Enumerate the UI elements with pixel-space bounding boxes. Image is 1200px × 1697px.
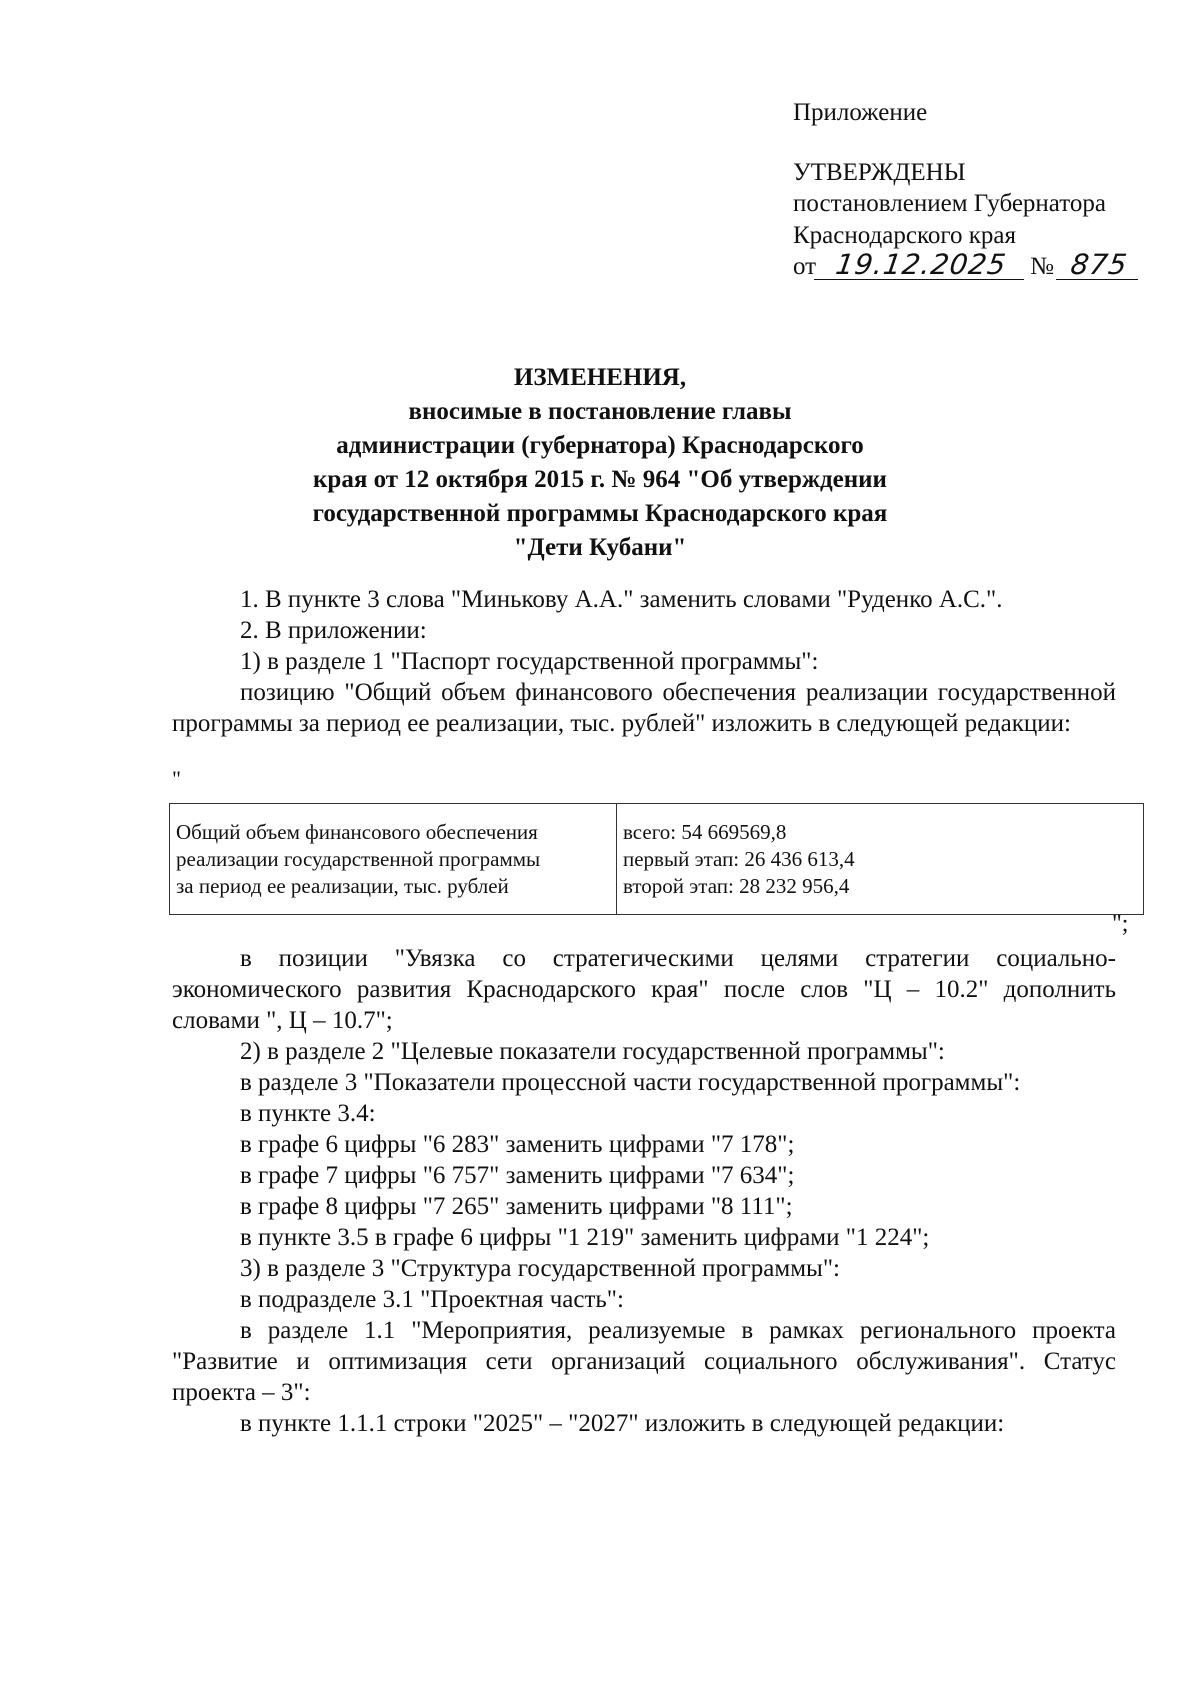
from-prefix: от [793,253,817,280]
region-line: Краснодарского края [793,222,1016,249]
appendix-label: Приложение [793,99,928,126]
label-line: реализации государственной программы [176,847,541,871]
value-stage-2: второй этап: 28 232 956,4 [623,874,850,898]
paragraph-7: в разделе 3 "Показатели процессной части государственной программы": [240,1069,1021,1096]
document-title: ИЗМЕНЕНИЯ, [513,364,687,391]
approved-label: УТВЕРЖДЕНЫ [793,159,966,186]
number-sign: № [1030,253,1054,280]
paragraph-13: 3) в разделе 3 "Структура государственной программы": [240,1255,840,1282]
table-cell-label [170,804,617,915]
title-line: государственной программы Краснодарского края [312,500,888,527]
handwritten-date: 19.12.2025 [814,251,1028,280]
title-line: вносимые в постановление главы [408,398,792,425]
paragraph-5: в позиции "Увязка со стратегическими целями стратегии социально-экономического развития Краснодарского края" после слов "Ц – 10.2" дополнить словами ", Ц – 10.7"; [172,945,1116,1034]
paragraph-8: в пункте 3.4: [240,1100,376,1127]
label-line: Общий объем финансового обеспечения [176,820,538,844]
approved-by-line: постановлением Губернатора [793,190,1106,217]
title-line: администрации (губернатора) Краснодарского [336,432,864,459]
paragraph-2: 2. В приложении: [240,617,427,644]
decree-date-number-line [793,248,1140,282]
financing-table [169,803,1144,915]
paragraph-9: в графе 6 цифры "6 283" заменить цифрами "7 178"; [240,1131,795,1158]
quote-open: " [172,766,181,791]
title-line: "Дети Кубани" [513,534,687,561]
quote-close: "; [1112,911,1129,937]
paragraph-1: 1. В пункте 3 слова "Минькову А.А." заменить словами "Руденко А.С.". [240,586,1003,613]
table-row [170,804,1144,915]
paragraph-12: в пункте 3.5 в графе 6 цифры "1 219" заменить цифрами "1 224"; [240,1224,930,1251]
handwritten-number: 875 [1056,251,1142,280]
paragraph-10: в графе 7 цифры "6 757" заменить цифрами "7 634"; [240,1162,795,1189]
paragraph-6: 2) в разделе 2 "Целевые показатели государственной программы": [240,1038,945,1065]
paragraph-11: в графе 8 цифры "7 265" заменить цифрами "8 111"; [240,1193,793,1220]
paragraph-3: 1) в разделе 1 "Паспорт государственной программы": [240,648,819,675]
paragraph-14: в подразделе 3.1 "Проектная часть": [240,1286,624,1313]
paragraph-4: позицию "Общий объем финансового обеспечения реализации государственной программы за период ее реализации, тыс. рублей" изложить в следующей редакции: [172,679,1116,737]
table-cell-values [617,804,1144,915]
title-line: края от 12 октября 2015 г. № 964 "Об утверждении [313,466,887,493]
paragraph-16: в пункте 1.1.1 строки "2025" – "2027" изложить в следующей редакции: [240,1410,1005,1437]
paragraph-15: в разделе 1.1 "Мероприятия, реализуемые в рамках регионального проекта "Развитие и оптимизация сети организаций социального обслуживания". Статус проекта – 3": [172,1317,1116,1406]
label-line: за период ее реализации, тыс. рублей [176,874,509,898]
value-total: всего: 54 669569,8 [623,820,787,844]
value-stage-1: первый этап: 26 436 613,4 [623,847,855,871]
